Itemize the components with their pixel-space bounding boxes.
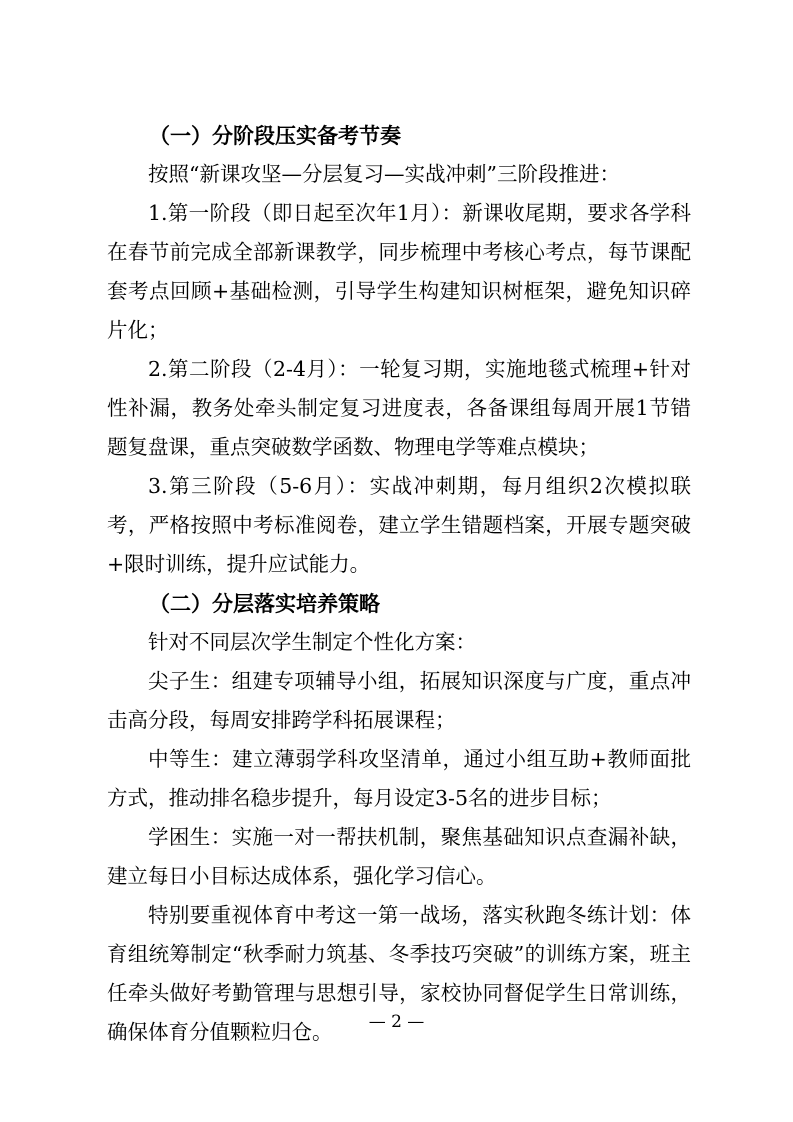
paragraph: 2.第二阶段（2-4月）：一轮复习期，实施地毯式梳理+针对性补漏，教务处牵头制定复习进度表，各备课组每周开展1节错题复盘课，重点突破数学函数、物理电学等难点模块；: [107, 357, 691, 459]
paragraph: 1.第一阶段（即日起至次年1月）：新课收尾期，要求各学科在春节前完成全部新课教学，同步梳理中考核心考点，每节课配套考点回顾+基础检测，引导学生构建知识树框架，避免知识碎片化；: [107, 201, 691, 342]
document-body: [107, 116, 691, 1052]
section-heading-2: （二）分层落实培养策略: [149, 591, 380, 616]
section-heading-1: （一）分阶段压实备考节奏: [149, 123, 401, 148]
paragraph: 学困生：实施一对一帮扶机制，聚焦基础知识点查漏补缺，建立每日小目标达成体系，强化学习信心。: [107, 825, 691, 888]
paragraph: 针对不同层次学生制定个性化方案：: [148, 630, 476, 654]
paragraph: 3.第三阶段（5-6月）：实战冲刺期，每月组织2次模拟联考，严格按照中考标准阅卷，建立学生错题档案，开展专题突破+限时训练，提升应试能力。: [107, 474, 691, 576]
page-number: — 2 —: [368, 1012, 425, 1032]
paragraph: 特别要重视体育中考这一第一战场，落实秋跑冬练计划：体育组统筹制定“秋季耐力筑基、冬季技巧突破”的训练方案，班主任牵头做好考勤管理与思想引导，家校协同督促学生日常训练，确保体育分值颗粒归仓。: [107, 903, 691, 1044]
paragraph: 中等生：建立薄弱学科攻坚清单，通过小组互助+教师面批方式，推动排名稳步提升，每月设定3-5名的进步目标；: [107, 747, 691, 810]
paragraph: 尖子生：组建专项辅导小组，拓展知识深度与广度，重点冲击高分段，每周安排跨学科拓展课程；: [107, 669, 691, 732]
paragraph: 按照“新课攻坚—分层复习—实战冲刺”三阶段推进：: [148, 162, 620, 186]
